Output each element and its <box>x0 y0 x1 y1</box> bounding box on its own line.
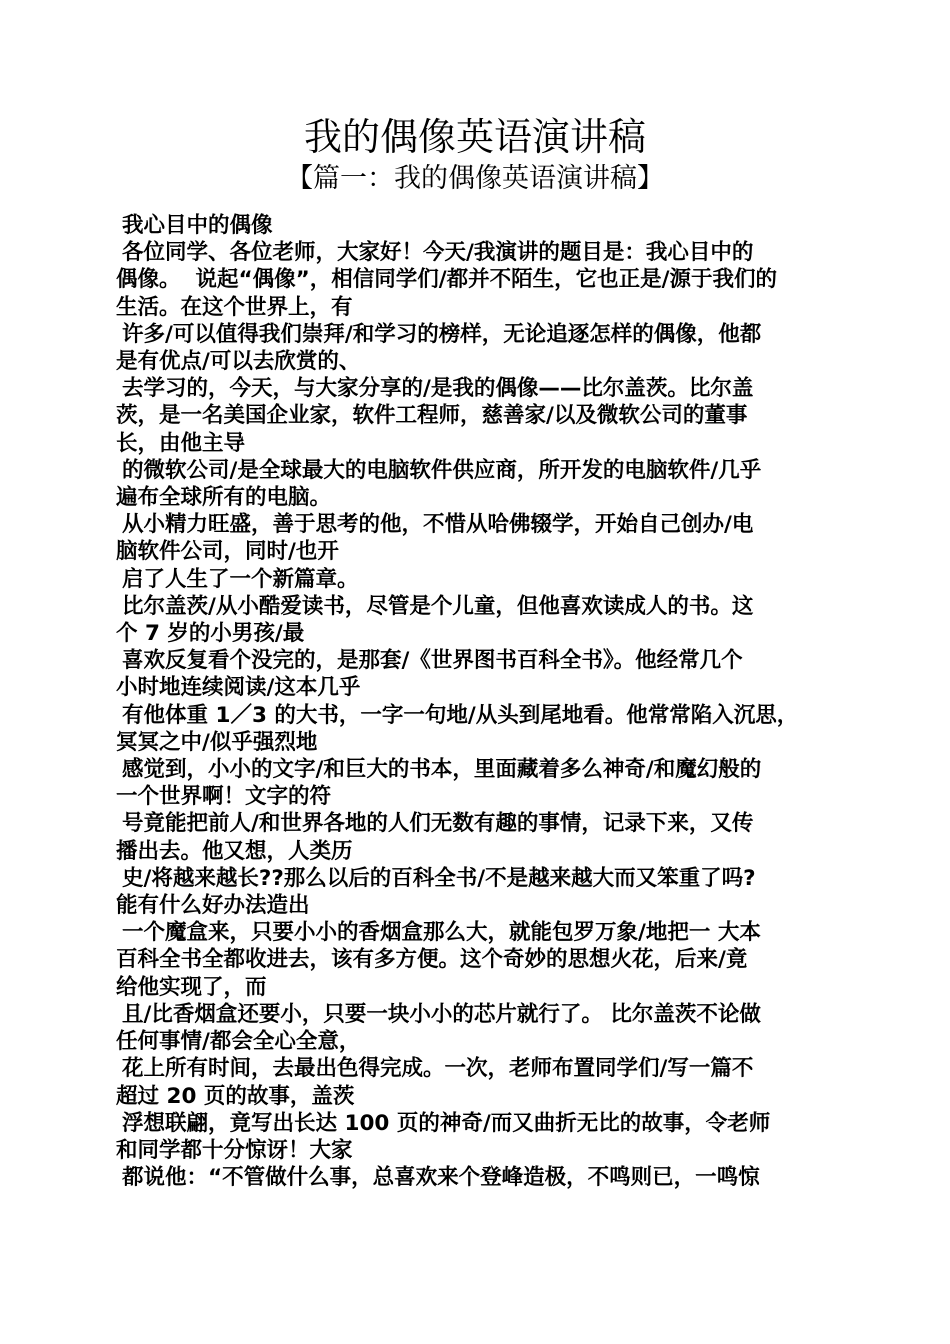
body-line: 我心目中的偶像 <box>122 213 273 238</box>
body-line: 去学习的，今天，与大家分享的/是我的偶像——比尔盖茨。比尔盖 <box>122 376 754 402</box>
body-line: 给他实现了，而 <box>116 974 267 1000</box>
body-line: 且/比香烟盒还要小，只要一块小小的芯片就行了。 比尔盖茨不论做 <box>122 1001 761 1027</box>
body-line: 是有优点/可以去欣赏的、 <box>116 349 361 375</box>
body-line: 有他体重 1／3 的大书，一字一句地/从头到尾地看。他常常陷入沉思， <box>122 702 799 728</box>
body-line: 从小精力旺盛，善于思考的他，不惜从哈佛辍学，开始自己创办/电 <box>122 512 754 538</box>
body-line: 号竟能把前人/和世界各地的人们无数有趣的事情，记录下来，又传 <box>122 811 754 837</box>
body-line: 花上所有时间，去最出色得完成。一次，老师布置同学们/写一篇不 <box>122 1056 754 1082</box>
document-title: 我的偶像英语演讲稿 <box>303 115 646 159</box>
body-line: 脑软件公司，同时/也开 <box>116 539 339 565</box>
body-line: 能有什么好办法造出 <box>116 893 310 919</box>
body-line: 小时地连续阅读/这本几乎 <box>116 675 361 701</box>
body-line: 的微软公司/是全球最大的电脑软件供应商，所开发的电脑软件/几乎 <box>122 457 762 483</box>
document-body <box>116 212 856 1191</box>
body-line: 都说他：“不管做什么事，总喜欢来个登峰造极，不鸣则已，一鸣惊 <box>122 1165 760 1191</box>
body-line: 冥冥之中/似乎强烈地 <box>116 729 318 755</box>
body-line: 生活。在这个世界上，有 <box>116 294 353 320</box>
body-line: 茨，是一名美国企业家，软件工程师，慈善家/以及微软公司的董事 <box>116 403 748 429</box>
body-line: 比尔盖茨/从小酷爱读书，尽管是个儿童，但他喜欢读成人的书。这 <box>122 593 754 619</box>
body-line: 个 7 岁的小男孩/最 <box>116 621 305 647</box>
body-line: 各位同学、各位老师，大家好！今天/我演讲的题目是：我心目中的 <box>122 240 754 266</box>
body-line: 喜欢反复看个没完的，是那套/《世界图书百科全书》。他经常几个 <box>122 648 743 674</box>
body-line: 许多/可以值得我们崇拜/和学习的榜样，无论追逐怎样的偶像，他都 <box>122 321 762 347</box>
body-line: 浮想联翩，竟写出长达 100 页的神奇/而又曲折无比的故事，令老师 <box>122 1110 771 1136</box>
body-line: 和同学都十分惊讶！大家 <box>116 1137 353 1163</box>
body-line: 史/将越来越长??那么以后的百科全书/不是越来越大而又笨重了吗? <box>122 865 756 891</box>
body-line: 感觉到，小小的文字/和巨大的书本，里面藏着多么神奇/和魔幻般的 <box>122 757 762 783</box>
body-line: 遍布全球所有的电脑。 <box>116 485 332 511</box>
document-subtitle: 【篇一：我的偶像英语演讲稿】 <box>286 163 664 194</box>
body-line: 任何事情/都会全心全意， <box>116 1029 361 1055</box>
body-line: 长，由他主导 <box>116 430 246 456</box>
body-line: 启了人生了一个新篇章。 <box>122 566 359 592</box>
body-line: 一个魔盒来，只要小小的香烟盒那么大，就能包罗万象/地把一 大本 <box>122 920 761 946</box>
body-line: 播出去。他又想，人类历 <box>116 838 353 864</box>
body-line: 偶像。 说起“偶像”，相信同学们/都并不陌生，它也正是/源于我们的 <box>116 267 777 293</box>
body-line: 超过 20 页的故事，盖茨 <box>116 1083 355 1109</box>
body-line: 百科全书全都收进去，该有多方便。这个奇妙的思想火花，后来/竟 <box>116 947 748 973</box>
body-line: 一个世界啊！文字的符 <box>116 784 332 810</box>
